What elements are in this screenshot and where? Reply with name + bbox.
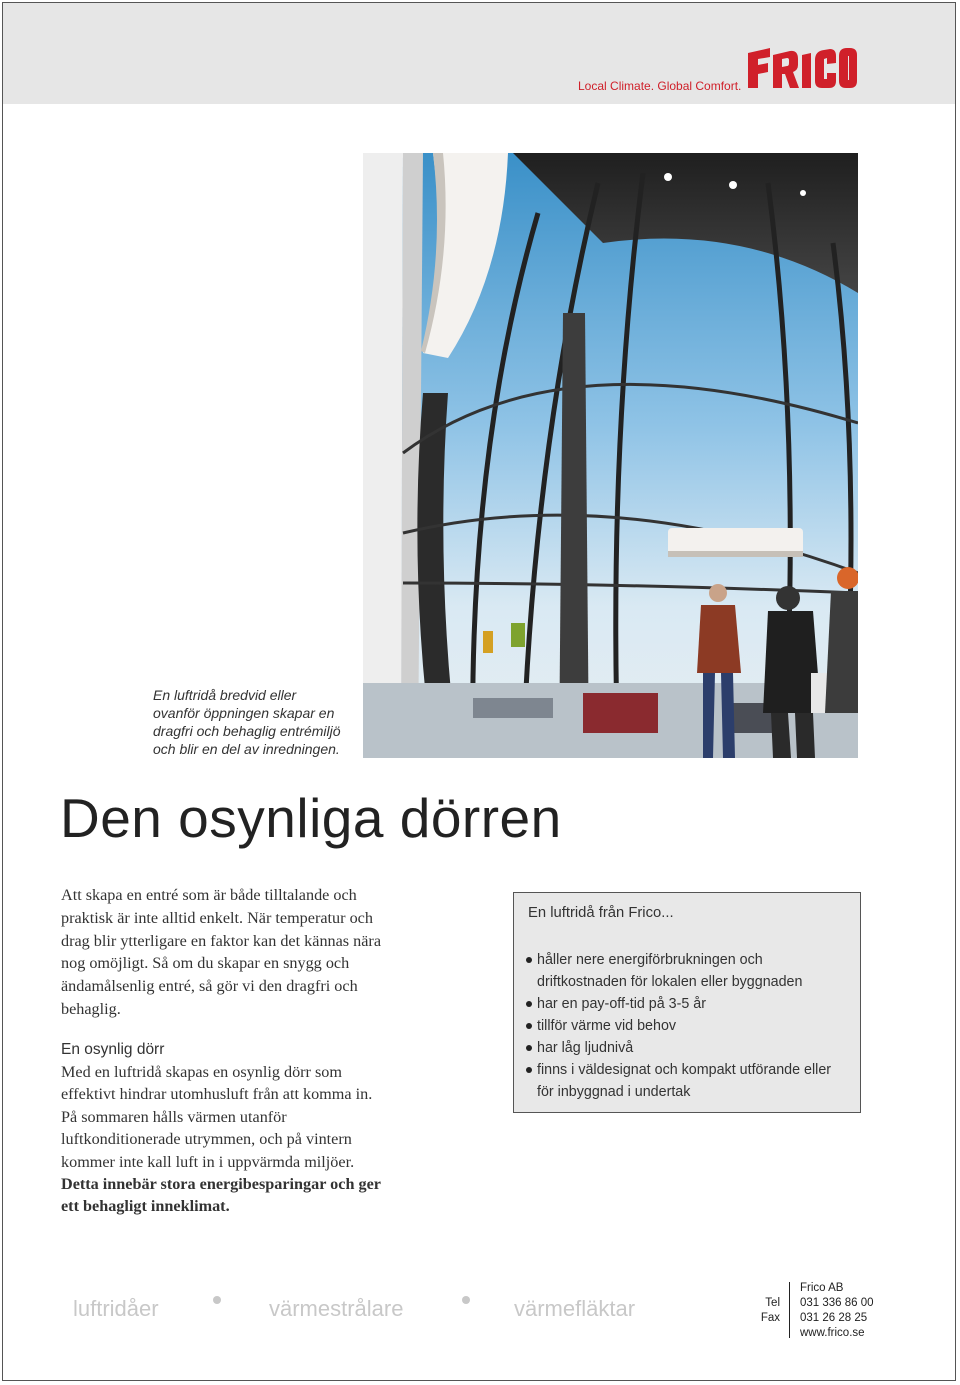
entrance-photo (363, 153, 858, 758)
product-varmeflaktar: värmefläktar (514, 1296, 636, 1321)
frico-logo (746, 45, 858, 90)
list-item (526, 949, 837, 993)
section-paragraph (61, 1061, 381, 1218)
contact-block (800, 1281, 874, 1341)
product-line (73, 1296, 663, 1326)
bullet-icon (526, 1045, 532, 1051)
page-title: Den osynliga dörren (60, 787, 562, 849)
list-item-text: har en pay-off-tid på 3-5 år (537, 996, 707, 1012)
contact-labels (746, 1296, 780, 1326)
caption-line: och blir en del av inredningen. (153, 741, 340, 757)
separator-dot-icon (462, 1296, 470, 1304)
intro-paragraph: Att skapa en entré som är både tilltalande och praktisk är inte alltid enkelt. När temperatur och drag blir ytterligare en faktor kan det kännas nära nog omöjligt. Så om du skapar en snygg och ändamålsenlig entré, så gör vi den dragfri och behaglig. (61, 886, 382, 1018)
company-name: Frico AB (800, 1282, 844, 1294)
tagline: Local Climate. Global Comfort. (578, 79, 742, 93)
tel-number: 031 336 86 00 (800, 1297, 874, 1309)
section-heading: En osynlig dörr (61, 1041, 165, 1058)
fax-label: Fax (760, 1312, 780, 1324)
website-link[interactable]: www.frico.se (800, 1327, 865, 1339)
list-item-text: tillför värme vid behov (537, 1018, 677, 1034)
section-body-text: Med en luftridå skapas en osynlig dörr som effektivt hindrar utomhusluft från att komma in. På sommaren hålls värmen utanför luftkonditionerade utrymmen, och på vintern kommer inte kall luft in i uppvärmda miljöer. (61, 1063, 373, 1171)
bullet-icon (526, 1067, 532, 1073)
list-item (526, 1037, 837, 1059)
bullet-icon (526, 1023, 532, 1029)
tel-label: Tel (765, 1297, 780, 1309)
separator-dot-icon (213, 1296, 221, 1304)
list-item (526, 993, 837, 1015)
list-item-text: finns i väldesignat och kompakt utförande eller för inbyggnad i undertak (537, 1062, 832, 1100)
product-varmestralare: värmestrålare (269, 1296, 404, 1321)
list-item-text: har låg ljudnivå (537, 1040, 634, 1056)
bullet-icon (526, 957, 532, 963)
section-body-bold: Detta innebär stora energibesparingar och ger ett behagligt inneklimat. (61, 1175, 381, 1216)
benefits-list (526, 949, 837, 1103)
caption-line: dragfri och behaglig entrémiljö (153, 723, 341, 739)
list-item-text: håller nere energiförbrukningen och driftkostnaden för lokalen eller byggnaden (537, 952, 803, 990)
fax-number: 031 26 28 25 (800, 1312, 868, 1324)
product-luftridaer: luftridåer (73, 1296, 159, 1321)
caption-line: En luftridå bredvid eller (153, 687, 297, 703)
contact-divider (789, 1282, 790, 1338)
list-item (526, 1059, 837, 1103)
benefits-box (513, 892, 861, 1113)
photo-caption (153, 686, 358, 758)
benefits-title: En luftridå från Frico... (528, 905, 674, 921)
bullet-icon (526, 1001, 532, 1007)
list-item (526, 1015, 837, 1037)
caption-line: ovanför öppningen skapar en (153, 705, 335, 721)
